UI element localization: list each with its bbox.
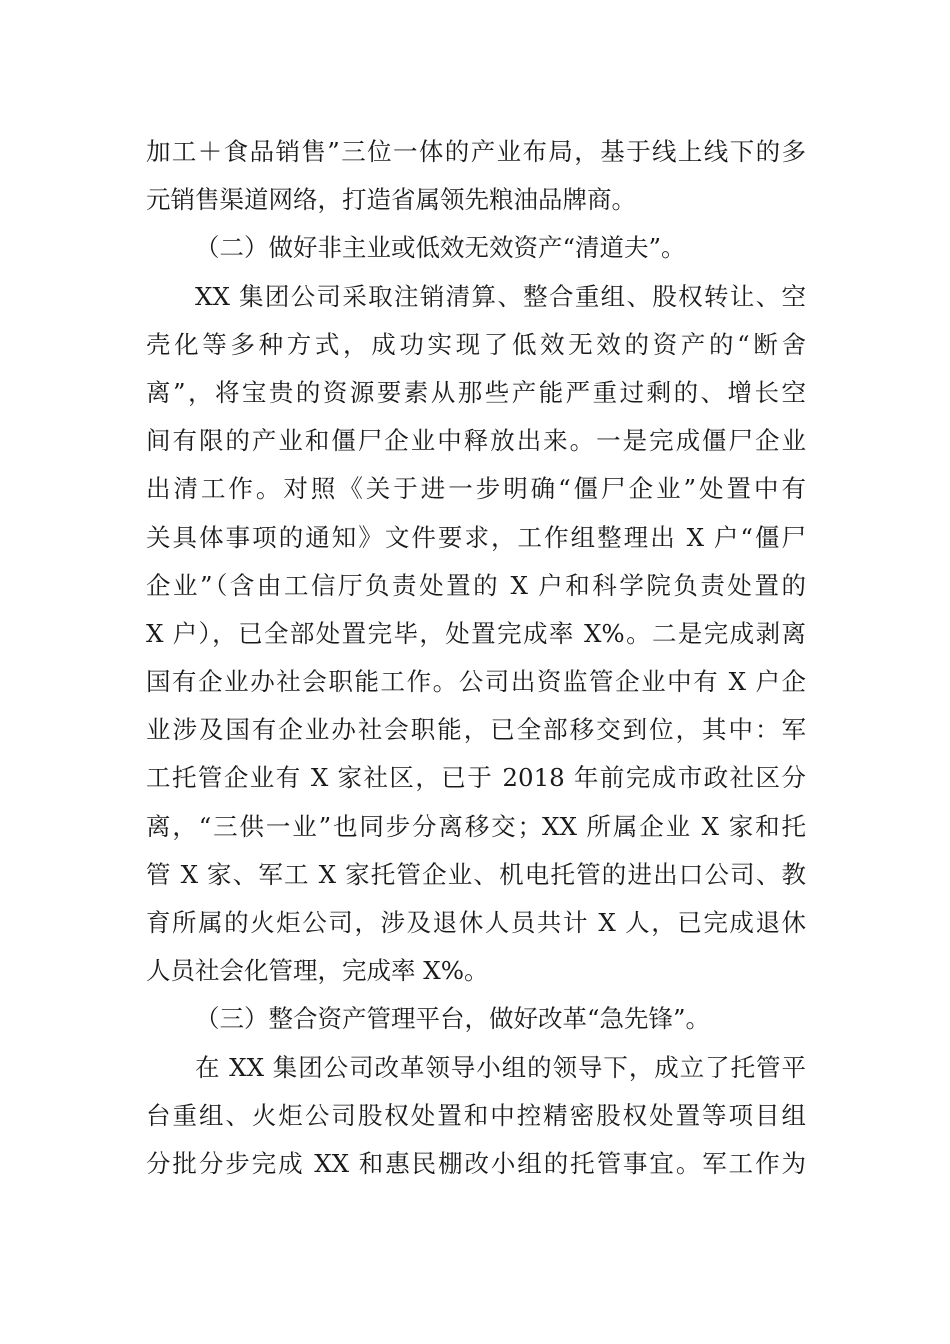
- text-line: 企业”（含由工信厅负责处置的 X 户和科学院负责处置的: [146, 570, 806, 600]
- text-line: 工托管企业有 X 家社区，已于 2018 年前完成市政社区分: [146, 763, 806, 793]
- text-line: 元销售渠道网络，打造省属领先粮油品牌商。: [146, 185, 636, 215]
- text-line: 业涉及国有企业办社会职能，已全部移交到位，其中：军: [146, 715, 806, 745]
- text-line: 加工＋食品销售”三位一体的产业布局，基于线上线下的多: [146, 137, 806, 166]
- text-line: 人员社会化管理，完成率 X%。: [146, 956, 489, 986]
- text-line: 育所属的火炬公司，涉及退休人员共计 X 人，已完成退休: [146, 908, 806, 937]
- document-body: [146, 128, 806, 1188]
- text-line: 出清工作。对照《关于进一步明确“僵尸企业”处置中有: [146, 474, 806, 504]
- text-line: 壳化等多种方式，成功实现了低效无效的资产的“断舍: [146, 329, 806, 359]
- text-line: 离”，将宝贵的资源要素从那些产能严重过剩的、增长空: [146, 377, 806, 407]
- paragraph-first-line: 在 XX 集团公司改革领导小组的领导下，成立了托管平: [195, 1052, 806, 1082]
- text-line: 管 X 家、军工 X 家托管企业、机电托管的进出口公司、教: [146, 859, 806, 889]
- text-line: 国有企业办社会职能工作。公司出资监管企业中有 X 户企: [146, 667, 806, 697]
- text-line: 间有限的产业和僵尸企业中释放出来。一是完成僵尸企业: [146, 426, 806, 456]
- text-line: 分批分步完成 XX 和惠民棚改小组的托管事宜。军工作为: [146, 1148, 806, 1178]
- text-line: 离，“三供一业”也同步分离移交；XX 所属企业 X 家和托: [146, 811, 806, 841]
- text-line: X 户），已全部处置完毕，处置完成率 X%。二是完成剥离: [146, 618, 806, 648]
- section-heading: （二）做好非主业或低效无效资产“清道夫”。: [195, 233, 686, 263]
- section-heading: （三）整合资产管理平台，做好改革“急先锋”。: [195, 1004, 711, 1034]
- text-line: 关具体事项的通知》文件要求，工作组整理出 X 户“僵尸: [146, 522, 806, 552]
- text-line: 台重组、火炬公司股权处置和中控精密股权处置等项目组: [146, 1100, 806, 1130]
- paragraph-first-line: XX 集团公司采取注销清算、整合重组、股权转让、空: [195, 281, 806, 311]
